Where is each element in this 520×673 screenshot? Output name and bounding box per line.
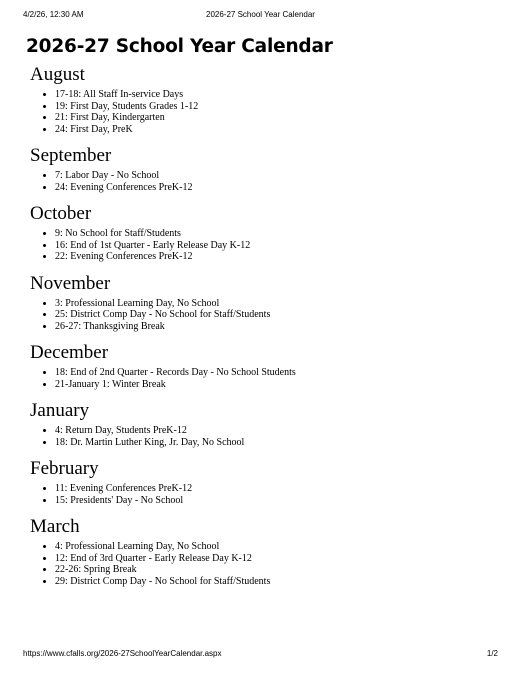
event-list: [30, 89, 500, 135]
month-section-december: [30, 342, 500, 390]
event-list: [30, 228, 500, 263]
month-heading: August: [30, 64, 85, 85]
print-footer: [23, 649, 498, 661]
month-section-november: [30, 273, 500, 333]
event-item: • 26-27: Thanksgiving Break: [55, 321, 500, 333]
page-number: 1/2: [486, 649, 498, 658]
month-heading: March: [30, 516, 80, 537]
event-item: • 4: Return Day, Students PreK-12: [55, 425, 500, 437]
month-list: [30, 64, 500, 587]
event-item: • 7: Labor Day - No School: [55, 170, 500, 182]
month-heading: January: [30, 400, 90, 421]
month-section-september: [30, 145, 500, 193]
event-list: [30, 483, 500, 506]
print-doc-title: 2026-27 School Year Calendar: [206, 10, 315, 19]
event-item: • 16: End of 1st Quarter - Early Release Day K-12: [55, 240, 500, 252]
month-heading: September: [30, 145, 112, 166]
month-heading: November: [30, 272, 111, 294]
month-heading: December: [30, 342, 109, 363]
print-datetime: 4/2/26, 12:30 AM: [23, 10, 84, 19]
month-section-march: [30, 516, 500, 587]
event-item: • 21-January 1: Winter Break: [55, 379, 500, 391]
month-section-january: [30, 400, 500, 448]
event-item: • 22-26: Spring Break: [55, 564, 500, 576]
event-item: • 3: Professional Learning Day, No School: [55, 298, 500, 310]
event-item: • 21: First Day, Kindergarten: [55, 112, 500, 124]
event-item: • 29: District Comp Day - No School for Staff/Students: [55, 576, 500, 588]
event-item: • 18: End of 2nd Quarter - Records Day - No School Students: [55, 367, 500, 379]
event-item: • 12: End of 3rd Quarter - Early Release Day K-12: [55, 553, 500, 565]
print-url: https://www.cfalls.org/2026-27SchoolYearCalendar.aspx: [23, 649, 222, 658]
print-header: [23, 10, 498, 22]
page-title: 2026-27 School Year Calendar: [26, 36, 333, 57]
event-item: • 17-18: All Staff In-service Days: [55, 89, 500, 101]
event-list: [30, 170, 500, 193]
month-heading: October: [30, 203, 92, 224]
month-section-october: [30, 203, 500, 263]
event-item: • 18: Dr. Martin Luther King, Jr. Day, No School: [55, 437, 500, 449]
month-heading: February: [30, 458, 99, 479]
event-item: • 22: Evening Conferences PreK-12: [55, 251, 500, 263]
event-item: • 9: No School for Staff/Students: [55, 228, 500, 240]
event-list: [30, 541, 500, 587]
month-section-august: [30, 64, 500, 135]
event-list: [30, 298, 500, 333]
event-item: • 15: Presidents' Day - No School: [55, 495, 500, 507]
event-item: • 11: Evening Conferences PreK-12: [55, 483, 500, 495]
event-item: • 25: District Comp Day - No School for Staff/Students: [55, 309, 500, 321]
month-section-february: [30, 458, 500, 506]
event-item: • 4: Professional Learning Day, No School: [55, 541, 500, 553]
event-item: • 24: First Day, PreK: [55, 124, 500, 136]
event-item: • 19: First Day, Students Grades 1-12: [55, 101, 500, 113]
event-list: [30, 425, 500, 448]
event-item: • 24: Evening Conferences PreK-12: [55, 182, 500, 194]
event-list: [30, 367, 500, 390]
calendar-content: [26, 36, 500, 597]
